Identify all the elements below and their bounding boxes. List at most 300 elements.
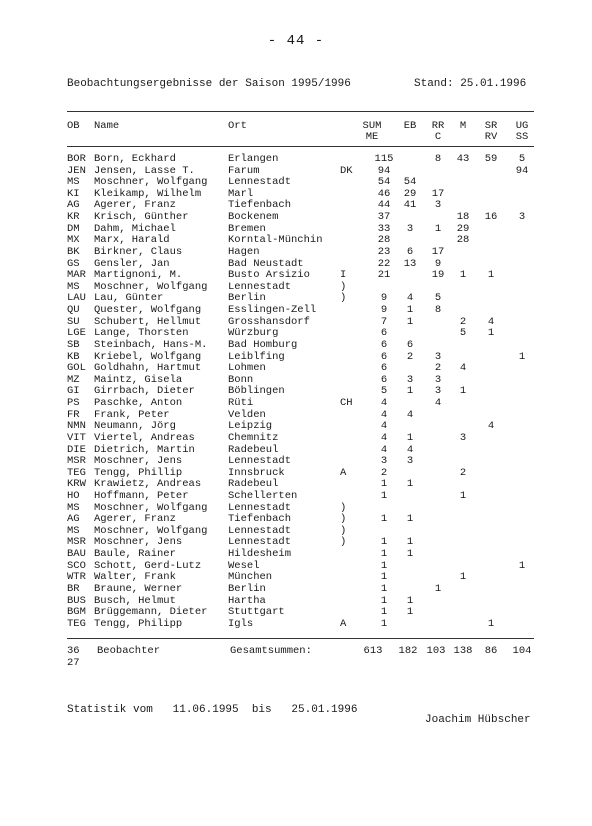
header-m: M [459, 120, 467, 132]
cell-name: Jensen, Lasse T. [94, 164, 195, 177]
cell-eb: 1 [406, 315, 414, 328]
cell-ob: NMN [67, 420, 86, 433]
cell-sum: 33 [377, 222, 391, 235]
table-row [0, 270, 592, 282]
cell-rr: 3 [434, 199, 442, 212]
cell-eb: 6 [406, 338, 414, 351]
cell-ob: AG [67, 513, 80, 526]
document-title: Beobachtungsergebnisse der Saison 1995/1996 [67, 78, 351, 90]
header-ug: UG [515, 120, 529, 132]
header-sum-me: ME [365, 131, 379, 143]
cell-ort: Velden [228, 408, 266, 421]
table-row [0, 584, 592, 596]
cell-rr: 1 [434, 582, 442, 595]
table-row [0, 177, 592, 189]
cell-sum: 4 [380, 431, 388, 444]
cell-ort: Chemnitz [228, 431, 279, 444]
cell-ob: SCO [67, 559, 86, 572]
header-sum: SUM [362, 120, 382, 132]
cell-sum: 22 [377, 257, 391, 270]
table-row [0, 317, 592, 329]
cell-ob: QU [67, 304, 80, 317]
cell-name: Gensler, Jan [94, 257, 170, 270]
cell-cc: DK [340, 164, 353, 177]
cell-sum: 23 [377, 245, 391, 258]
cell-ob: BAU [67, 548, 86, 561]
table-row [0, 166, 592, 178]
cell-name: Moschner, Jens [94, 455, 183, 468]
cell-name: Moschner, Wolfgang [94, 176, 208, 189]
cell-ob: GS [67, 257, 80, 270]
cell-sum: 28 [377, 234, 391, 247]
cell-sum: 1 [380, 513, 388, 526]
cell-name: Kleikamp, Wilhelm [94, 187, 202, 200]
cell-ob: KB [67, 350, 80, 363]
cell-ob: DIE [67, 443, 86, 456]
cell-ob: MAR [67, 269, 86, 282]
cell-ob: TEG [67, 466, 86, 479]
cell-sum: 9 [380, 292, 388, 305]
cell-name: Martignoni, M. [94, 269, 183, 282]
cell-ort: Grosshansdorf [228, 315, 310, 328]
cell-name: Lau, Günter [94, 292, 164, 305]
cell-sum: 9 [380, 304, 388, 317]
cell-ort: Hagen [228, 245, 260, 258]
cell-sum: 21 [377, 269, 391, 282]
cell-sum: 7 [380, 315, 388, 328]
cell-ort: Farum [228, 164, 260, 177]
table-row [0, 340, 592, 352]
cell-sr: 1 [487, 327, 495, 340]
cell-sum: 6 [380, 350, 388, 363]
cell-sum: 1 [380, 606, 388, 619]
cell-ort: Innsbruck [228, 466, 285, 479]
table-row [0, 212, 592, 224]
cell-ob: MS [67, 176, 80, 189]
cell-ort: Bonn [228, 373, 254, 386]
table-row [0, 491, 592, 503]
cell-ort: Busto Arsizio [228, 269, 310, 282]
observer-count-2: 27 [67, 657, 80, 669]
cell-ug: 1 [518, 350, 526, 363]
cell-eb: 1 [406, 478, 414, 491]
cell-ort: Schellerten [228, 489, 298, 502]
total-sum: 613 [363, 645, 383, 657]
cell-eb: 2 [406, 350, 414, 363]
cell-ort: Böblingen [228, 385, 285, 398]
cell-name: Born, Eckhard [94, 153, 176, 165]
cell-rr: 17 [431, 187, 445, 200]
cell-sum: 1 [380, 582, 388, 595]
cell-eb: 1 [406, 304, 414, 317]
cell-ort: Berlin [228, 292, 266, 305]
cell-eb: 4 [406, 408, 414, 421]
cell-m: 29 [456, 222, 470, 235]
cell-name: Dietrich, Martin [94, 443, 195, 456]
cell-eb: 1 [406, 513, 414, 526]
cell-sr: 1 [487, 269, 495, 282]
cell-name: Brüggemann, Dieter [94, 606, 208, 619]
signature: Joachim Hübscher [425, 714, 531, 726]
table-row [0, 549, 592, 561]
cell-cc: CH [340, 397, 353, 410]
table-row [0, 410, 592, 422]
cell-ort: Lennestadt [228, 536, 292, 549]
cell-ug: 5 [518, 153, 526, 165]
cell-sum: 6 [380, 327, 388, 340]
cell-ort: Lennestadt [228, 501, 292, 514]
table-row [0, 363, 592, 375]
cell-ob: BR [67, 582, 80, 595]
cell-name: Neumann, Jörg [94, 420, 176, 433]
header-sr-rv: RV [484, 131, 498, 143]
cell-ort: Bremen [228, 222, 266, 235]
cell-sum: 6 [380, 373, 388, 386]
cell-ort: Lohmen [228, 362, 266, 375]
cell-sum: 1 [380, 559, 388, 572]
table-row [0, 596, 592, 608]
cell-eb: 1 [406, 536, 414, 549]
cell-eb: 4 [406, 292, 414, 305]
cell-ort: München [228, 571, 273, 584]
cell-cc: A [340, 466, 347, 479]
cell-name: Girrbach, Dieter [94, 385, 195, 398]
header-rr-c: C [434, 131, 442, 143]
cell-name: Marx, Harald [94, 234, 170, 247]
cell-sum: 1 [380, 617, 388, 630]
cell-rr: 3 [434, 350, 442, 363]
cell-name: Dahm, Michael [94, 222, 176, 235]
cell-m: 1 [459, 489, 467, 502]
cell-ort: Bockenem [228, 211, 279, 224]
cell-eb: 54 [403, 176, 417, 189]
table-row [0, 456, 592, 468]
cell-ob: MZ [67, 373, 80, 386]
cell-m: 43 [456, 153, 470, 165]
cell-name: Moschner, Wolfgang [94, 524, 208, 537]
cell-name: Goldhahn, Hartmut [94, 362, 202, 375]
header-ug-ss: SS [515, 131, 529, 143]
cell-ob: MSR [67, 455, 86, 468]
cell-sum: 1 [380, 571, 388, 584]
cell-cc: A [340, 617, 347, 630]
cell-ort: Radebeul [228, 478, 279, 491]
total-rr: 103 [426, 645, 446, 657]
cell-sum: 6 [380, 362, 388, 375]
cell-sr: 4 [487, 315, 495, 328]
cell-sum: 4 [380, 420, 388, 433]
cell-ob: LGE [67, 327, 86, 340]
cell-m: 1 [459, 571, 467, 584]
table-row [0, 352, 592, 364]
cell-name: Viertel, Andreas [94, 431, 195, 444]
cell-sum: 1 [380, 594, 388, 607]
cell-name: Tengg, Phillip [94, 466, 183, 479]
header-rule [67, 146, 534, 147]
cell-sum: 1 [380, 536, 388, 549]
table-row [0, 154, 592, 166]
cell-sum: 1 [380, 548, 388, 561]
cell-ob: LAU [67, 292, 86, 305]
cell-rr: 2 [434, 362, 442, 375]
cell-m: 1 [459, 269, 467, 282]
cell-ob: PS [67, 397, 80, 410]
cell-name: Birkner, Claus [94, 245, 183, 258]
table-row [0, 421, 592, 433]
table-row [0, 386, 592, 398]
cell-ob: MSR [67, 536, 86, 549]
cell-name: Moschner, Wolfgang [94, 501, 208, 514]
cell-sr: 4 [487, 420, 495, 433]
cell-ob: AG [67, 199, 80, 212]
cell-sum: 6 [380, 338, 388, 351]
cell-ort: Lennestadt [228, 176, 292, 189]
cell-m: 5 [459, 327, 467, 340]
header-ob: OB [67, 120, 80, 132]
cell-sum: 44 [377, 199, 391, 212]
cell-sum: 37 [377, 211, 391, 224]
cell-ob: VIT [67, 431, 86, 444]
header-ort: Ort [228, 120, 247, 132]
cell-ob: MS [67, 524, 80, 537]
cell-ort: Stuttgart [228, 606, 285, 619]
cell-m: 28 [456, 234, 470, 247]
cell-name: Moschner, Wolfgang [94, 280, 208, 293]
header-name: Name [94, 120, 120, 132]
table-row [0, 619, 592, 631]
cell-name: Lange, Thorsten [94, 327, 189, 340]
cell-name: Tengg, Philipp [94, 617, 183, 630]
cell-name: Braune, Werner [94, 582, 183, 595]
cell-eb: 1 [406, 606, 414, 619]
cell-eb: 4 [406, 443, 414, 456]
total-m: 138 [453, 645, 473, 657]
cell-rr: 5 [434, 292, 442, 305]
cell-cc: ) [340, 292, 347, 305]
cell-sr: 59 [484, 153, 498, 165]
cell-eb: 13 [403, 257, 417, 270]
table-row [0, 537, 592, 549]
observer-label: Beobachter [97, 645, 161, 657]
cell-m: 2 [459, 466, 467, 479]
cell-name: Agerer, Franz [94, 513, 176, 526]
cell-sum: 115 [374, 153, 394, 165]
cell-ort: Berlin [228, 582, 266, 595]
cell-ob: BOR [67, 153, 86, 165]
table-row [0, 433, 592, 445]
cell-ob: WTR [67, 571, 86, 584]
cell-rr: 3 [434, 373, 442, 386]
cell-sum: 54 [377, 176, 391, 189]
cell-ug: 3 [518, 211, 526, 224]
cell-ug: 1 [518, 559, 526, 572]
table-row [0, 561, 592, 573]
cell-ort: Leiblfing [228, 350, 285, 363]
cell-cc: ) [340, 536, 347, 549]
cell-sum: 4 [380, 408, 388, 421]
cell-sum: 2 [380, 466, 388, 479]
cell-ort: Würzburg [228, 327, 279, 340]
cell-ob: MX [67, 234, 80, 247]
cell-ob: KRW [67, 478, 86, 491]
table-row [0, 398, 592, 410]
table-row [0, 200, 592, 212]
cell-ob: FR [67, 408, 80, 421]
cell-ort: Radebeul [228, 443, 279, 456]
footer-rule [67, 638, 534, 639]
cell-ob: BK [67, 245, 80, 258]
header-eb: EB [403, 120, 417, 132]
cell-ort: Igls [228, 617, 254, 630]
cell-ob: TEG [67, 617, 86, 630]
cell-ob: KR [67, 211, 80, 224]
cell-name: Steinbach, Hans-M. [94, 338, 208, 351]
cell-sum: 94 [377, 164, 391, 177]
cell-ob: JEN [67, 164, 86, 177]
cell-sum: 1 [380, 478, 388, 491]
table-row [0, 375, 592, 387]
table-row [0, 572, 592, 584]
cell-sum: 4 [380, 443, 388, 456]
cell-cc: ) [340, 513, 347, 526]
cell-sum: 3 [380, 455, 388, 468]
page-number: - 44 - [267, 33, 325, 49]
top-rule [67, 111, 534, 112]
table-row [0, 607, 592, 619]
table-row [0, 445, 592, 457]
cell-eb: 1 [406, 385, 414, 398]
cell-ort: Hildesheim [228, 548, 292, 561]
table-row [0, 305, 592, 317]
cell-ort: Bad Neustadt [228, 257, 304, 270]
table-row [0, 189, 592, 201]
cell-rr: 1 [434, 222, 442, 235]
cell-ob: KI [67, 187, 80, 200]
cell-name: Schubert, Hellmut [94, 315, 202, 328]
cell-name: Krawietz, Andreas [94, 478, 202, 491]
stand-date: Stand: 25.01.1996 [414, 78, 527, 90]
cell-m: 18 [456, 211, 470, 224]
cell-eb: 3 [406, 373, 414, 386]
cell-name: Walter, Frank [94, 571, 176, 584]
cell-name: Frank, Peter [94, 408, 170, 421]
cell-ob: SU [67, 315, 80, 328]
cell-sum: 46 [377, 187, 391, 200]
cell-ob: MS [67, 280, 80, 293]
observer-count: 36 [67, 645, 80, 657]
total-sr: 86 [484, 645, 498, 657]
cell-rr: 8 [434, 153, 442, 165]
cell-rr: 19 [431, 269, 445, 282]
table-row [0, 514, 592, 526]
cell-ort: Bad Homburg [228, 338, 298, 351]
cell-eb: 6 [406, 245, 414, 258]
cell-ob: BGM [67, 606, 86, 619]
cell-ob: BUS [67, 594, 86, 607]
table-row [0, 235, 592, 247]
cell-m: 3 [459, 431, 467, 444]
cell-cc: ) [340, 280, 347, 293]
cell-eb: 1 [406, 431, 414, 444]
statistik-range: Statistik vom 11.06.1995 bis 25.01.1996 [67, 704, 358, 716]
cell-ort: Wesel [228, 559, 260, 572]
cell-cc: ) [340, 501, 347, 514]
cell-ort: Leipzig [228, 420, 273, 433]
cell-name: Krisch, Günther [94, 211, 189, 224]
cell-name: Schott, Gerd-Lutz [94, 559, 202, 572]
cell-cc: I [340, 269, 347, 282]
cell-rr: 17 [431, 245, 445, 258]
cell-m: 4 [459, 362, 467, 375]
cell-name: Agerer, Franz [94, 199, 176, 212]
cell-eb: 1 [406, 548, 414, 561]
cell-ort: Lennestadt [228, 455, 292, 468]
table-row [0, 503, 592, 515]
table-row [0, 526, 592, 538]
cell-ort: Marl [228, 187, 254, 200]
cell-rr: 9 [434, 257, 442, 270]
cell-name: Quester, Wolfgang [94, 304, 202, 317]
cell-sum: 5 [380, 385, 388, 398]
cell-cc: ) [340, 524, 347, 537]
cell-m: 1 [459, 385, 467, 398]
cell-ort: Esslingen-Zell [228, 304, 317, 317]
cell-rr: 8 [434, 304, 442, 317]
cell-rr: 4 [434, 397, 442, 410]
table-row [0, 282, 592, 294]
cell-ort: Rüti [228, 397, 254, 410]
cell-eb: 29 [403, 187, 417, 200]
cell-name: Moschner, Jens [94, 536, 183, 549]
total-eb: 182 [398, 645, 418, 657]
cell-name: Paschke, Anton [94, 397, 183, 410]
cell-name: Hoffmann, Peter [94, 489, 189, 502]
totals-label: Gesamtsummen: [230, 645, 312, 657]
total-ug: 104 [512, 645, 532, 657]
cell-ob: SB [67, 338, 80, 351]
cell-name: Busch, Helmut [94, 594, 176, 607]
cell-ob: DM [67, 222, 80, 235]
cell-ort: Hartha [228, 594, 266, 607]
cell-sum: 4 [380, 397, 388, 410]
cell-ob: GOL [67, 362, 86, 375]
cell-ort: Lennestadt [228, 524, 292, 537]
table-row [0, 468, 592, 480]
cell-rr: 3 [434, 385, 442, 398]
cell-ort: Lennestadt [228, 280, 292, 293]
table-row [0, 247, 592, 259]
cell-ort: Tiefenbach [228, 513, 292, 526]
cell-sum: 1 [380, 489, 388, 502]
cell-eb: 1 [406, 594, 414, 607]
cell-name: Kriebel, Wolfgang [94, 350, 202, 363]
cell-sr: 1 [487, 617, 495, 630]
cell-eb: 41 [403, 199, 417, 212]
cell-ort: Erlangen [228, 153, 279, 165]
cell-m: 2 [459, 315, 467, 328]
cell-ob: GI [67, 385, 80, 398]
cell-name: Baule, Rainer [94, 548, 176, 561]
cell-eb: 3 [406, 455, 414, 468]
cell-ug: 94 [515, 164, 529, 177]
cell-eb: 3 [406, 222, 414, 235]
cell-ob: HO [67, 489, 80, 502]
header-rr: RR [431, 120, 445, 132]
header-sr: SR [484, 120, 498, 132]
cell-ort: Tiefenbach [228, 199, 292, 212]
cell-ob: MS [67, 501, 80, 514]
cell-name: Maintz, Gisela [94, 373, 183, 386]
